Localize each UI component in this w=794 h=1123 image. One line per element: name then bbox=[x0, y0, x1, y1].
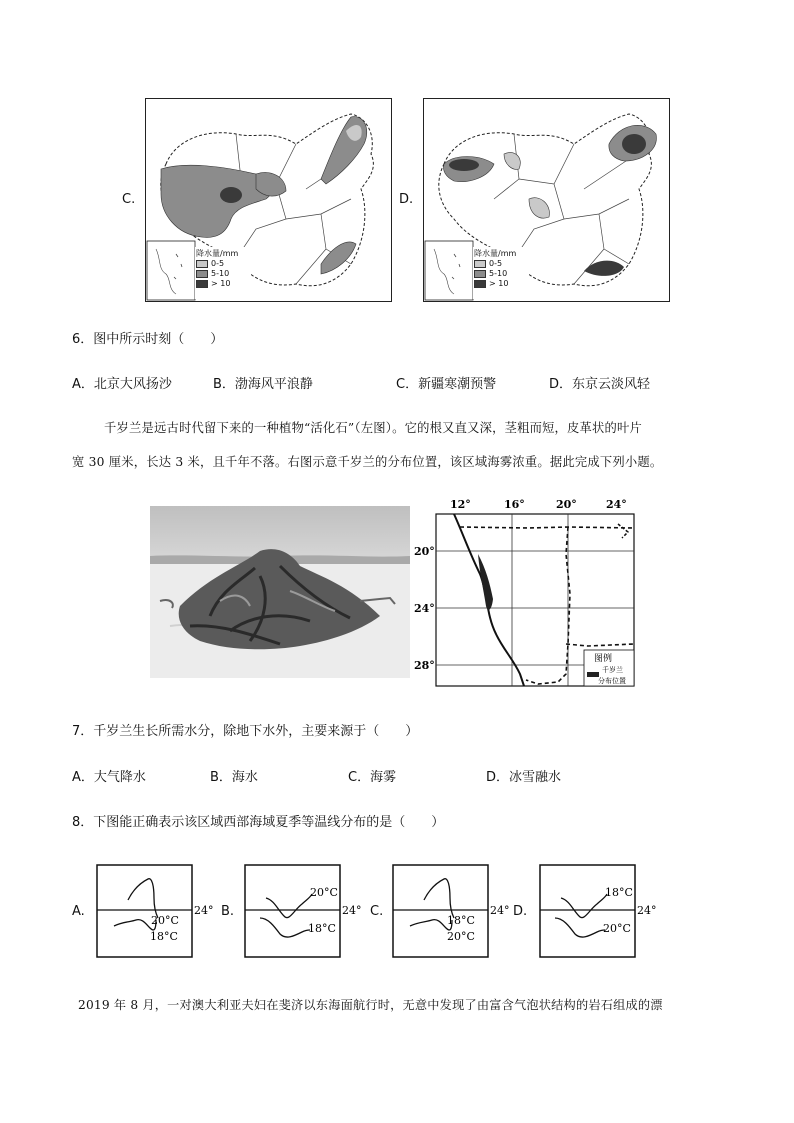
q8-c-upper-isotherm: 18°C bbox=[447, 914, 475, 927]
map-legend-title: 图例 bbox=[594, 654, 613, 664]
q8-c-lower-isotherm: 20°C bbox=[447, 930, 475, 943]
legend-title: 降水量/mm bbox=[196, 249, 239, 258]
legend-item-mid: 5-10 bbox=[211, 269, 230, 278]
q8-b-latitude: 24° bbox=[342, 904, 362, 917]
q8-panel-d bbox=[539, 864, 667, 958]
welwitschia-photo bbox=[150, 506, 410, 678]
map-c-legend bbox=[196, 249, 252, 289]
lat-label-28: 28° bbox=[414, 659, 435, 672]
q7-stem: 7．千岁兰生长所需水分，除地下水外，主要来源于（ ） bbox=[72, 724, 419, 739]
welwitschia-plant-image bbox=[150, 506, 410, 678]
legend-swatch-low bbox=[474, 260, 486, 268]
map-c bbox=[145, 98, 392, 302]
q6-option-d: D．东京云淡风轻 bbox=[549, 377, 651, 392]
legend-title: 降水量/mm bbox=[474, 249, 517, 258]
legend-swatch-mid bbox=[196, 270, 208, 278]
q8-a-lower-isotherm: 18°C bbox=[150, 930, 178, 943]
distribution-map bbox=[408, 494, 648, 690]
map-c-label: C. bbox=[122, 192, 136, 207]
map-legend-text-1: 千岁兰 bbox=[602, 666, 623, 674]
q7-option-d: D．冰雪融水 bbox=[486, 770, 562, 785]
legend-item-mid: 5-10 bbox=[489, 269, 508, 278]
legend-item-high: > 10 bbox=[211, 279, 231, 288]
legend-item-high: > 10 bbox=[489, 279, 509, 288]
q8-b-lower-isotherm: 18°C bbox=[308, 922, 336, 935]
q8-d-latitude: 24° bbox=[637, 904, 657, 917]
q6-stem: 6．图中所示时刻（ ） bbox=[72, 332, 224, 347]
lon-label-24: 24° bbox=[606, 498, 627, 511]
q8-a-upper-isotherm: 20°C bbox=[151, 914, 179, 927]
q8-panel-b-label: B. bbox=[221, 904, 235, 919]
q8-panel-a bbox=[96, 864, 218, 958]
legend-swatch-mid bbox=[474, 270, 486, 278]
q8-panel-d-label: D. bbox=[513, 904, 528, 919]
lat-label-20: 20° bbox=[414, 545, 435, 558]
q7-option-a: A．大气降水 bbox=[72, 770, 146, 785]
q6-option-b: B．渤海风平浪静 bbox=[213, 377, 313, 392]
legend-swatch-low bbox=[196, 260, 208, 268]
legend-swatch-high bbox=[196, 280, 208, 288]
lat-label-24: 24° bbox=[414, 602, 435, 615]
distribution-map-graphic bbox=[408, 494, 648, 690]
q6-option-a: A．北京大风扬沙 bbox=[72, 377, 172, 392]
map-legend-text-2: 分布位置 bbox=[598, 677, 626, 685]
q8-panel-c bbox=[392, 864, 520, 958]
map-d-legend bbox=[474, 249, 530, 289]
lon-label-12: 12° bbox=[450, 498, 471, 511]
map-d-graphic bbox=[424, 99, 669, 301]
q8-panel-c-label: C. bbox=[370, 904, 384, 919]
q8-b-upper-isotherm: 20°C bbox=[310, 886, 338, 899]
legend-item-low: 0-5 bbox=[211, 259, 225, 268]
legend-swatch-high bbox=[474, 280, 486, 288]
passage-line-1: 千岁兰是远古时代留下来的一种植物“活化石”（左图）。它的根又直又深，茎粗而短，皮革状的叶片 bbox=[104, 421, 643, 435]
q8-panel-b bbox=[244, 864, 372, 958]
q8-stem: 8．下图能正确表示该区域西部海域夏季等温线分布的是（ ） bbox=[72, 815, 445, 830]
map-c-graphic bbox=[146, 99, 391, 301]
q8-d-lower-isotherm: 20°C bbox=[603, 922, 631, 935]
q8-panel-a-label: A. bbox=[72, 904, 85, 919]
map-d bbox=[423, 98, 670, 302]
lon-label-16: 16° bbox=[504, 498, 525, 511]
q8-d-upper-isotherm: 18°C bbox=[605, 886, 633, 899]
legend-item-low: 0-5 bbox=[489, 259, 503, 268]
q6-option-c: C．新疆寒潮预警 bbox=[396, 377, 497, 392]
q7-option-c: C．海雾 bbox=[348, 770, 397, 785]
q8-c-latitude: 24° bbox=[490, 904, 510, 917]
lon-label-20: 20° bbox=[556, 498, 577, 511]
passage-line-2: 宽 30 厘米，长达 3 米，且千年不落。右图示意千岁兰的分布位置，该区域海雾浓重。据此完成下列小题。 bbox=[72, 455, 663, 469]
next-passage-line-1: 2019 年 8 月，一对澳大利亚夫妇在斐济以东海面航行时，无意中发现了由富含气泡状结构的岩石组成的漂 bbox=[78, 998, 663, 1012]
map-d-label: D. bbox=[399, 192, 414, 207]
q8-a-latitude: 24° bbox=[194, 904, 214, 917]
q7-option-b: B．海水 bbox=[210, 770, 258, 785]
